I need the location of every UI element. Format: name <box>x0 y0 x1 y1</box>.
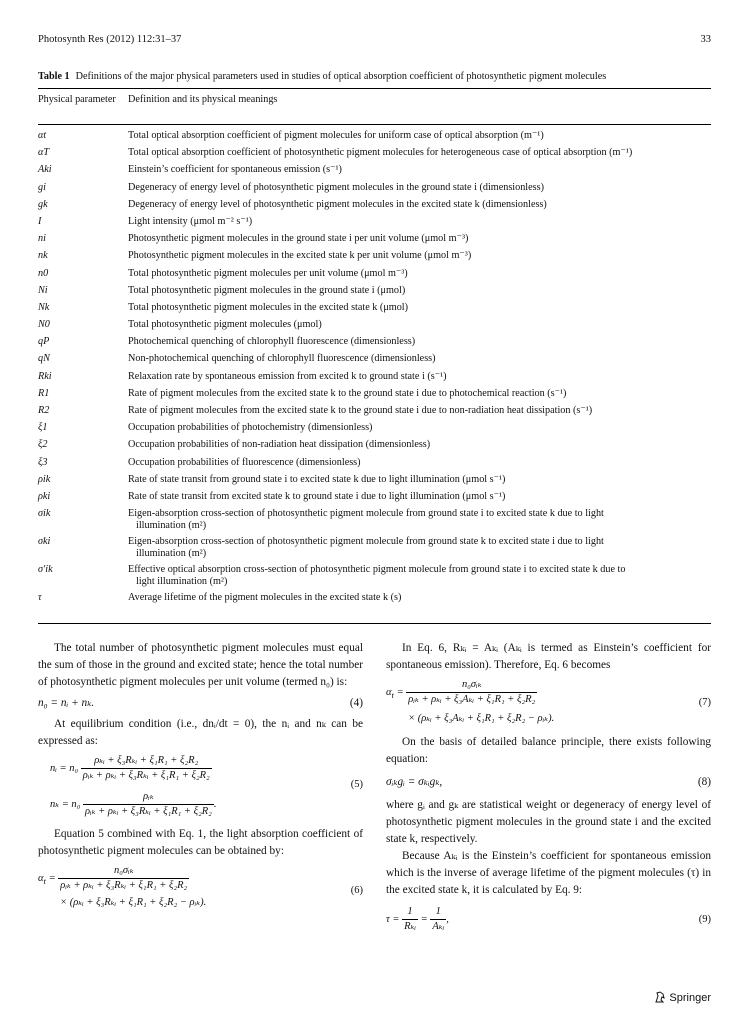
parameter-symbol: σ′ik <box>38 564 53 576</box>
paragraph: The total number of photosynthetic pigment molecules must equal the sum of those in the ground and excited state; hence the total number of photosynthetic pigment molecules per unit volume (termed n₀) is: <box>38 642 363 688</box>
table-row <box>38 182 711 194</box>
parameter-symbol: nk <box>38 250 48 262</box>
table-row <box>38 405 711 417</box>
table-row <box>38 199 711 211</box>
parameter-symbol: σki <box>38 536 51 548</box>
paragraph: On the basis of detailed balance principle, there exists following equation: <box>386 736 711 765</box>
table-label: Table 1 <box>38 71 70 82</box>
parameter-symbol: gi <box>38 181 46 193</box>
table-row <box>38 457 711 469</box>
parameter-symbol: ξ3 <box>38 456 48 468</box>
parameter-symbol: Nk <box>38 301 50 313</box>
page-number: 33 <box>700 34 711 45</box>
table-bottom-rule <box>38 623 711 624</box>
table-row <box>38 536 711 560</box>
left-column <box>38 640 363 916</box>
table-row <box>38 216 711 228</box>
table-row <box>38 147 711 159</box>
parameter-symbol: ξ1 <box>38 422 48 434</box>
table-row <box>38 491 711 503</box>
table-row <box>38 474 711 486</box>
table-row <box>38 336 711 348</box>
equation-4: n₀ = nᵢ + nₖ. (4) <box>38 697 363 709</box>
parameter-definition: Relaxation rate by spontaneous emission from excited k to ground state i (s⁻¹) <box>128 370 447 382</box>
table-row <box>38 371 711 383</box>
parameter-symbol: Ni <box>38 284 48 296</box>
parameter-symbol: n0 <box>38 267 49 279</box>
parameter-definition: Degeneracy of energy level of photosynthetic pigment molecules in the excited state k (dimensionless) <box>128 198 547 210</box>
paragraph: Equation 5 combined with Eq. 1, the light absorption coefficient of photosynthetic pigment molecules can be obtained by: <box>38 828 363 857</box>
table-row <box>38 592 711 604</box>
parameter-symbol: I <box>38 215 42 227</box>
parameter-definition: Occupation probabilities of photochemistry (dimensionless) <box>128 422 373 434</box>
parameter-definition: Degeneracy of energy level of photosynthetic pigment molecules in the ground state i (dimensionless) <box>128 181 544 193</box>
parameter-definition: Photosynthetic pigment molecules in the ground state i per unit volume (μmol m⁻³) <box>128 233 469 245</box>
parameter-definition: Rate of pigment molecules from the excited state k to the ground state i due to photochemical reaction (s⁻¹) <box>128 387 567 399</box>
table-row <box>38 130 711 142</box>
parameter-symbol: αT <box>38 147 50 159</box>
table-body <box>38 130 711 609</box>
table-row <box>38 302 711 314</box>
table-row <box>38 285 711 297</box>
table-row <box>38 439 711 451</box>
springer-horse-icon <box>654 991 666 1003</box>
parameter-definition: Non-photochemical quenching of chlorophyll fluorescence (dimensionless) <box>128 353 436 365</box>
equation-9: τ = $\frac{1}{\text{Rₖᵢ}}$ = $\frac{1}{\text{Aₖᵢ}}$ , (9) <box>386 906 711 932</box>
parameter-definition: Total photosynthetic pigment molecules (μmol) <box>128 319 322 331</box>
equation-7: $\alpha_t$ = $\frac{\text{n₀σᵢₖ}}{\text{ρᵢₖ + ρₖᵢ + ξ₃Aₖᵢ + ξ₁R₁ + ξ₂R₂}}$ × (ρₖᵢ + ξ₃Aₖᵢ + ξ₁R₁ + ξ₂R₂ − ρᵢₖ). (7) <box>386 679 711 724</box>
parameter-definition: Total optical absorption coefficient of pigment molecules for uniform case of optical absorption (m⁻¹) <box>128 130 544 141</box>
parameter-symbol: R2 <box>38 405 50 416</box>
parameter-definition: Eigen-absorption cross-section of photosynthetic pigment molecule from ground state k to excited state i due to light illumination (m²) <box>128 536 604 560</box>
parameter-symbol: qP <box>38 336 50 348</box>
parameter-definition: Photochemical quenching of chlorophyll fluorescence (dimensionless) <box>128 336 416 348</box>
right-column <box>386 640 711 943</box>
parameter-symbol: αt <box>38 130 47 141</box>
table-top-rule <box>38 88 711 89</box>
parameter-definition: Einstein’s coefficient for spontaneous emission (s⁻¹) <box>128 164 342 176</box>
paragraph: where gᵢ and gₖ are statistical weight or degeneracy of energy level of photosynthetic pigment molecules in the ground state i and the excited state k, respectively. <box>386 799 711 845</box>
parameter-symbol: R1 <box>38 387 50 399</box>
parameter-definition: Effective optical absorption cross-section of photosynthetic pigment molecule from ground state i to excited state k due to light illumination (m²) <box>128 564 626 588</box>
table-header-definition: Definition and its physical meanings <box>128 94 278 105</box>
publisher-logo: Springer <box>654 991 711 1004</box>
parameter-symbol: N0 <box>38 319 50 331</box>
paragraph: Because Aₖᵢ is the Einstein’s coefficient for spontaneous emission which is the inverse of average lifetime of the pigment molecules (τ) in the excited state k, it is calculated by Eq. 9: <box>386 850 711 896</box>
table-caption-text: Definitions of the major physical parameters used in studies of optical absorption coefficient of photosynthetic pigment molecules <box>75 71 607 82</box>
parameter-definition: Average lifetime of the pigment molecules in the excited state k (s) <box>128 592 402 604</box>
page-header <box>38 34 711 48</box>
parameter-definition: Rate of state transit from ground state i to excited state k due to light illumination (μmol s⁻¹) <box>128 473 506 485</box>
parameter-symbol: ρik <box>38 473 51 485</box>
table-row <box>38 268 711 280</box>
parameter-symbol: Rki <box>38 370 52 382</box>
table-row <box>38 508 711 532</box>
parameter-symbol: ni <box>38 233 46 245</box>
parameter-definition: Rate of pigment molecules from the excited state k to the ground state i due to non-radiation heat dissipation (s⁻¹) <box>128 405 593 416</box>
parameter-symbol: σik <box>38 508 51 520</box>
parameter-symbol: qN <box>38 353 50 365</box>
equation-6: $\alpha_t$ = $\frac{\text{n₀σᵢₖ}}{\text{ρᵢₖ + ρₖᵢ + ξ₃Rₖᵢ + ξ₁R₁ + ξ₂R₂}}$ × (ρₖᵢ + ξ₃Rₖᵢ + ξ₁R₁ + ξ₂R₂ − ρᵢₖ). (6) <box>38 865 363 908</box>
parameter-definition: Total photosynthetic pigment molecules in the excited state k (μmol) <box>128 301 409 313</box>
equation-8: σᵢₖgᵢ = σₖᵢgₖ, (8) <box>386 776 711 788</box>
parameter-definition: Total optical absorption coefficient of photosynthetic pigment molecules for heterogeneous case of optical absorption (m⁻¹) <box>128 147 633 159</box>
parameter-definition: Occupation probabilities of non-radiation heat dissipation (dimensionless) <box>128 439 431 451</box>
paragraph: At equilibrium condition (i.e., dnᵢ/dt = 0), the nᵢ and nₖ can be expressed as: <box>38 718 363 747</box>
paragraph: In Eq. 6, Rₖᵢ = Aₖᵢ (Aₖᵢ is termed as Einstein’s coefficient for spontaneous emission). Therefore, Eq. 6 becomes <box>386 642 711 671</box>
parameter-symbol: τ <box>38 592 42 604</box>
parameter-definition: Occupation probabilities of fluorescence (dimensionless) <box>128 456 361 468</box>
parameter-symbol: Aki <box>38 164 52 176</box>
journal-citation: Photosynth Res (2012) 112:31–37 <box>38 34 182 45</box>
parameter-definition: Rate of state transit from excited state k to ground state i due to light illumination (μmol s⁻¹) <box>128 490 506 502</box>
table-row <box>38 319 711 331</box>
parameter-symbol: ξ2 <box>38 439 48 451</box>
table-header-parameter: Physical parameter <box>38 94 116 105</box>
table-row <box>38 250 711 262</box>
parameter-definition: Total photosynthetic pigment molecules in the ground state i (μmol) <box>128 284 406 296</box>
table-row <box>38 353 711 365</box>
parameter-definition: Light intensity (μmol m⁻² s⁻¹) <box>128 215 253 227</box>
table-row <box>38 164 711 176</box>
table-row <box>38 564 711 588</box>
table-row <box>38 388 711 400</box>
table-row <box>38 422 711 434</box>
parameter-definition: Eigen-absorption cross-section of photosynthetic pigment molecule from ground state i to excited state k due to light illumination (m²) <box>128 508 604 532</box>
table-row <box>38 233 711 245</box>
parameter-symbol: gk <box>38 198 48 210</box>
parameter-definition: Total photosynthetic pigment molecules per unit volume (μmol m⁻³) <box>128 267 408 279</box>
table-header-rule <box>38 124 711 125</box>
equation-5: nᵢ = n₀ $\frac{\text{ρₖᵢ + ξ₃Rₖᵢ + ξ₁R₁ + ξ₂R₂}}{\text{ρᵢₖ + ρₖᵢ + ξ₃Rₖᵢ + ξ₁R₁ + ξ₂R₂}}$ nₖ = n₀ $\frac{\text{ρᵢₖ}}{\text{ρᵢₖ + ρₖᵢ + ξ₃Rₖᵢ + ξ₁R₁ + ξ₂R₂}}$ . (5) <box>50 755 363 817</box>
table-caption <box>38 71 711 82</box>
parameter-definition: Photosynthetic pigment molecules in the excited state k per unit volume (μmol m⁻³) <box>128 250 472 262</box>
parameter-symbol: ρki <box>38 490 51 502</box>
